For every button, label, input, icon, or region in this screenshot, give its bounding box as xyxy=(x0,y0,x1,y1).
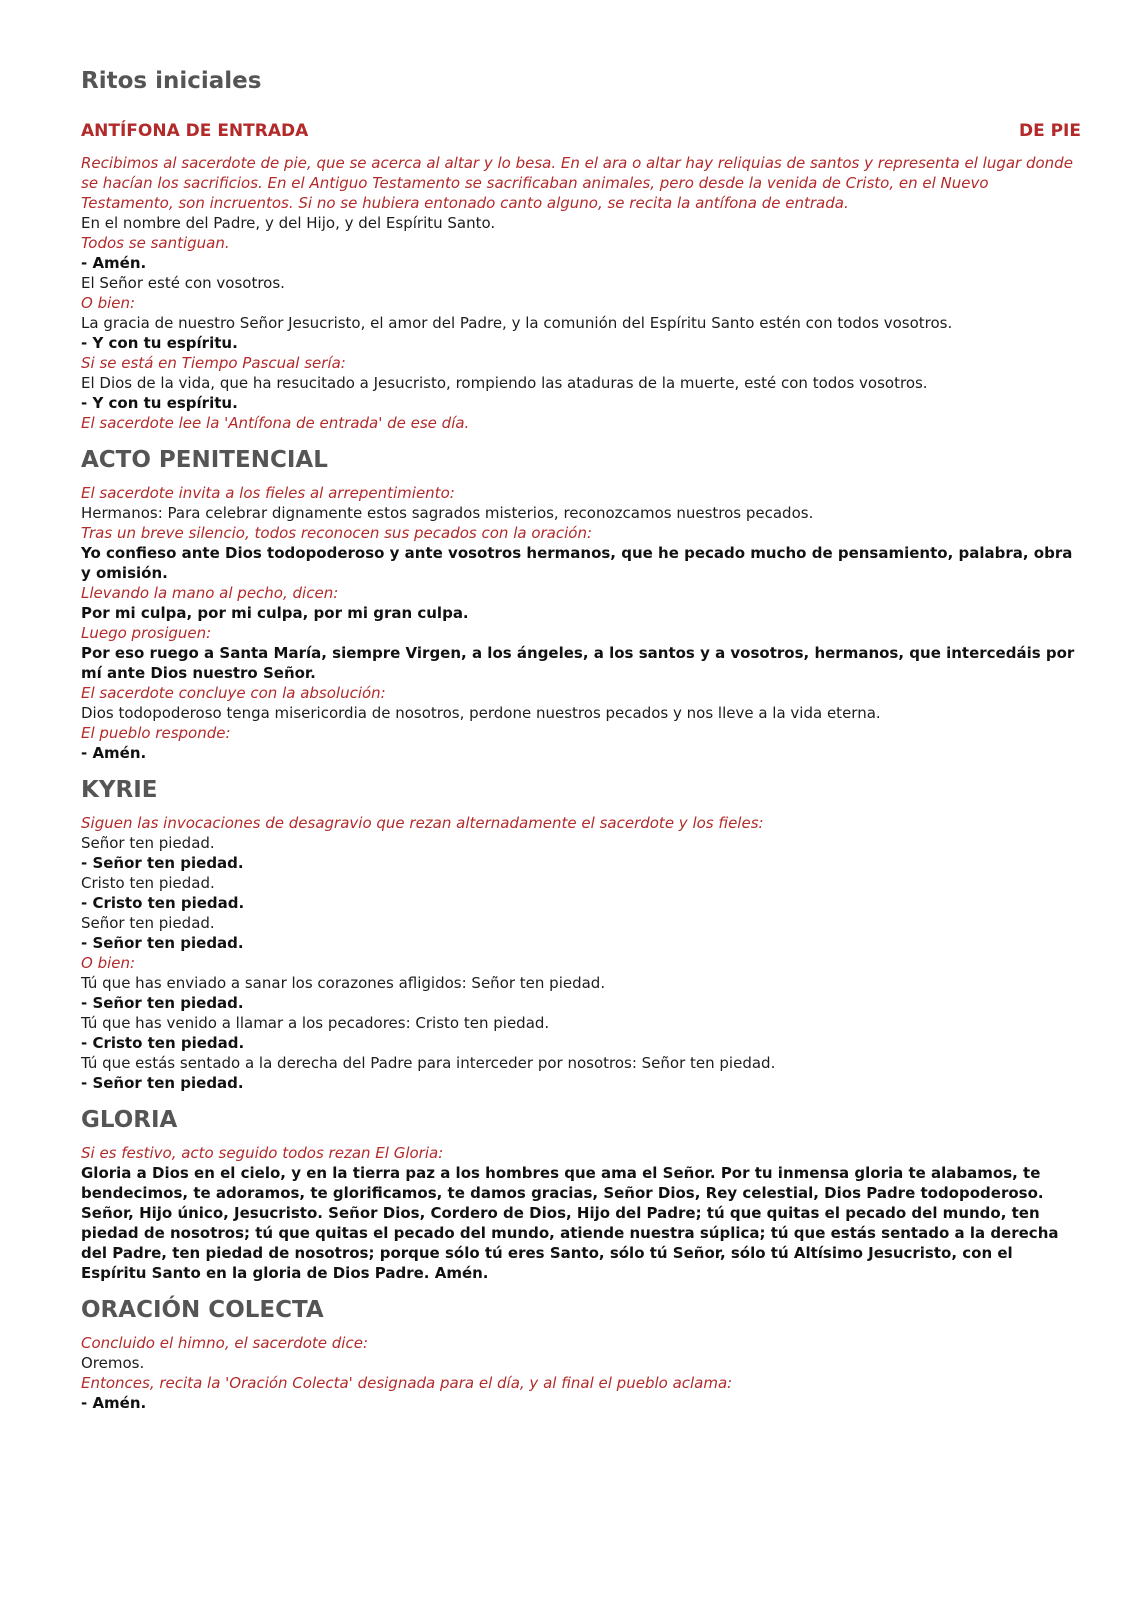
celebrant-text: Señor ten piedad. xyxy=(81,914,215,932)
celebrant-text: Tú que has venido a llamar a los pecadores: Cristo ten piedad. xyxy=(81,1014,550,1032)
rubric-text: El pueblo responde: xyxy=(81,724,231,742)
celebrant-text: La gracia de nuestro Señor Jesucristo, el amor del Padre, y la comunión del Espíritu Santo estén con todos vosotros. xyxy=(81,314,953,332)
section-heading: ACTO PENITENCIAL xyxy=(81,447,328,473)
rubric-text: Concluido el himno, el sacerdote dice: xyxy=(81,1334,368,1352)
rubric-text: Si se está en Tiempo Pascual sería: xyxy=(81,354,346,372)
page-title: Ritos iniciales xyxy=(81,68,262,94)
celebrant-text: Dios todopoderoso tenga misericordia de nosotros, perdone nuestros pecados y nos lleve a la vida eterna. xyxy=(81,704,881,722)
response-text: - Señor ten piedad. xyxy=(81,1074,244,1092)
rubric-text: Entonces, recita la 'Oración Colecta' designada para el día, y al final el pueblo aclama: xyxy=(81,1374,733,1392)
response-text: - Amén. xyxy=(81,1394,147,1412)
celebrant-text: Tú que estás sentado a la derecha del Padre para interceder por nosotros: Señor ten piedad. xyxy=(81,1054,776,1072)
rubric-text: Luego prosiguen: xyxy=(81,624,212,642)
response-text: - Y con tu espíritu. xyxy=(81,394,238,412)
rubric-text: El sacerdote concluye con la absolución: xyxy=(81,684,386,702)
rubric-text: O bien: xyxy=(81,954,136,972)
response-text: - Cristo ten piedad. xyxy=(81,1034,245,1052)
celebrant-text: Señor ten piedad. xyxy=(81,834,215,852)
response-text: - Y con tu espíritu. xyxy=(81,334,238,352)
subheading-posture: DE PIE xyxy=(1018,121,1081,141)
rubric-text: O bien: xyxy=(81,294,136,312)
rubric-text: Recibimos al sacerdote de pie, que se acerca al altar y lo besa. En el ara o altar hay reliquias de santos y representa el lugar donde se hacían los sacrificios. En el Antiguo Testamento se sacrificaban animales, pero desde la venida de Cristo, en el Nuevo Testamento, son incruentos. Si no se hubiera entonado canto alguno, se recita la antífona de entrada. xyxy=(81,154,1073,212)
celebrant-text: El Dios de la vida, que ha resucitado a Jesucristo, rompiendo las ataduras de la muerte, esté con todos vosotros. xyxy=(81,374,928,392)
subheading-antiphon: ANTÍFONA DE ENTRADA xyxy=(81,121,309,141)
rubric-text: Llevando la mano al pecho, dicen: xyxy=(81,584,339,602)
rubric-text: Siguen las invocaciones de desagravio que rezan alternadamente el sacerdote y los fieles: xyxy=(81,814,764,832)
celebrant-text: Cristo ten piedad. xyxy=(81,874,215,892)
response-text: - Señor ten piedad. xyxy=(81,994,244,1012)
response-text: Yo confieso ante Dios todopoderoso y ante vosotros hermanos, que he pecado mucho de pensamiento, palabra, obra y omisión. xyxy=(81,544,1073,582)
section-heading: GLORIA xyxy=(81,1107,178,1133)
section-heading: ORACIÓN COLECTA xyxy=(81,1297,324,1323)
celebrant-text: Oremos. xyxy=(81,1354,145,1372)
liturgy-content xyxy=(81,153,1081,1413)
response-text: - Señor ten piedad. xyxy=(81,934,244,952)
response-text: Por mi culpa, por mi culpa, por mi gran culpa. xyxy=(81,604,469,622)
response-text: - Cristo ten piedad. xyxy=(81,894,245,912)
rubric-text: Tras un breve silencio, todos reconocen sus pecados con la oración: xyxy=(81,524,593,542)
rubric-text: El sacerdote invita a los fieles al arrepentimiento: xyxy=(81,484,455,502)
celebrant-text: En el nombre del Padre, y del Hijo, y del Espíritu Santo. xyxy=(81,214,496,232)
rubric-text: El sacerdote lee la 'Antífona de entrada' de ese día. xyxy=(81,414,470,432)
response-text: Por eso ruego a Santa María, siempre Virgen, a los ángeles, a los santos y a vosotros, hermanos, que intercedáis por mí ante Dios nuestro Señor. xyxy=(81,644,1075,682)
celebrant-text: Hermanos: Para celebrar dignamente estos sagrados misterios, reconozcamos nuestros pecados. xyxy=(81,504,814,522)
rubric-text: Si es festivo, acto seguido todos rezan El Gloria: xyxy=(81,1144,444,1162)
celebrant-text: Tú que has enviado a sanar los corazones afligidos: Señor ten piedad. xyxy=(81,974,606,992)
celebrant-text: El Señor esté con vosotros. xyxy=(81,274,285,292)
rubric-text: Todos se santiguan. xyxy=(81,234,230,252)
response-text: Gloria a Dios en el cielo, y en la tierra paz a los hombres que ama el Señor. Por tu inmensa gloria te alabamos, te bendecimos, te adoramos, te glorificamos, te damos gracias, Señor Dios, Rey celestial, Dios Padre todopoderoso. Señor, Hijo único, Jesucristo. Señor Dios, Cordero de Dios, Hijo del Padre; tú que quitas el pecado del mundo, ten piedad de nosotros; tú que quitas el pecado del mundo, atiende nuestra súplica; tú que estás sentado a la derecha del Padre, ten piedad de nosotros; porque sólo tú eres Santo, sólo tú Señor, sólo tú Altísimo Jesucristo, con el Espíritu Santo en la gloria de Dios Padre. Amén. xyxy=(81,1164,1059,1282)
response-text: - Señor ten piedad. xyxy=(81,854,244,872)
section-heading: KYRIE xyxy=(81,777,158,803)
response-text: - Amén. xyxy=(81,744,147,762)
document-page xyxy=(81,66,1081,1413)
subheading-row xyxy=(81,120,1081,142)
response-text: - Amén. xyxy=(81,254,147,272)
